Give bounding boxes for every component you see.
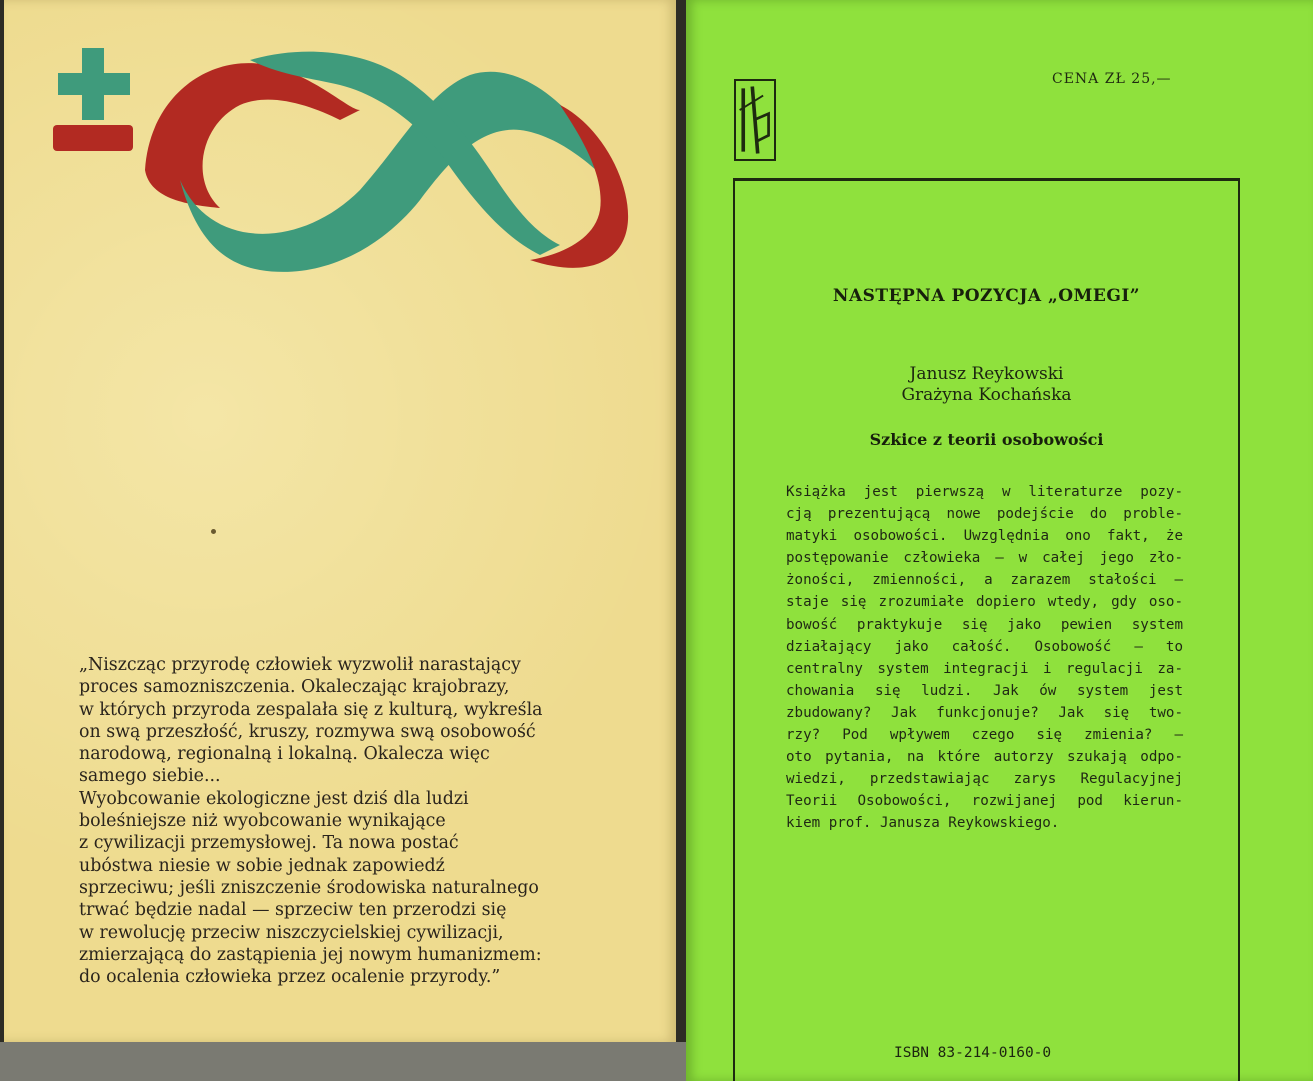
book-authors [733,364,1240,406]
book-title: Szkice z teorii osobowości [869,430,1104,449]
minus-sign [53,125,133,151]
quote-line: do ocalenia człowieka przez ocalenie przyrody.” [79,967,501,988]
plus-minus-infinity-logo [40,30,650,290]
quote-line: proces samozniszczenia. Okaleczając krajobrazy, [79,677,510,698]
next-position-heading: NASTĘPNA POZYCJA „OMEGI” [832,286,1141,306]
quote-line: boleśniejsze niż wyobcowanie wynikające [79,811,446,832]
price-label: CENA ZŁ 25,— [1052,71,1172,87]
quote-line: narodową, regionalną i lokalną. Okalecza więc [79,744,490,765]
print-speck [211,529,216,534]
quote-line: sprzeciwu; jeśli zniszczenie środowiska naturalnego [79,877,539,898]
plus-sign-horizontal [58,73,130,95]
description-line: bowość praktykuje się jako pewien system [786,616,1183,633]
quote-line: Wyobcowanie ekologiczne jest dziś dla ludzi [79,788,469,809]
quote-line: trwać będzie nadal — sprzeciw ten przerodzi się [79,900,507,921]
description-line: matyki osobowości. Uwzględnia ono fakt, że [786,528,1183,545]
description-line: wiedzi, przedstawiając zarys Regulacyjnej [786,771,1183,788]
description-line: działający jako całość. Osobowość — to [786,638,1183,655]
author-name: Janusz Reykowski [909,364,1064,384]
background-strip [0,1042,690,1081]
quote-line: w których przyroda zespalała się z kulturą, wykreśla [79,699,543,720]
description-line: Książka jest pierwszą w literaturze pozy- [786,484,1183,500]
quote-line: on swą przeszłość, kruszy, rozmywa swą osobowość [79,721,536,742]
description-line: postępowanie człowieka — w całej jego zło- [786,550,1183,567]
quote-line: „Niszcząc przyrodę człowiek wyzwolił narastający [79,655,521,675]
description-line: żoności, zmienności, a zarazem stałości — [786,572,1183,589]
description-line: zbudowany? Jak funkcjonuje? Jak się two- [786,704,1183,721]
description-line: chowania się ludzi. Jak ów system jest [786,682,1183,699]
description-line: oto pytania, na które autorzy szukają odpo- [786,749,1183,766]
description-line: centralny system integracji i regulacji za- [786,660,1183,677]
isbn-number: ISBN 83-214-0160-0 [894,1045,1052,1061]
quote-line: zmierzającą do zastąpienia jej nowym humanizmem: [79,944,542,965]
quote-line: samego siebie... [79,766,221,787]
description-line: kiem prof. Janusza Reykowskiego. [786,815,1060,832]
book-description [786,481,1183,835]
quote-line: w rewolucję przeciw niszczycielskiej cywilizacji, [79,922,504,943]
author-name: Grażyna Kochańska [901,385,1072,405]
quote-line: z cywilizacji przemysłowej. Ta nowa postać [79,833,459,854]
back-cover-quote [79,654,639,988]
description-line: staje się zrozumiałe dopiero wtedy, gdy oso- [786,594,1183,611]
red-left-loop [145,63,360,208]
description-line: cją prezentującą nowe podejście do proble- [786,506,1183,523]
description-line: rzy? Pod wpływem czego się zmienia? — [786,727,1183,744]
description-line: Teorii Osobowości, rozwijanej pod kierun- [786,793,1183,810]
quote-line: ubóstwa niesie w sobie jednak zapowiedź [79,855,445,876]
publisher-logo [734,79,776,161]
